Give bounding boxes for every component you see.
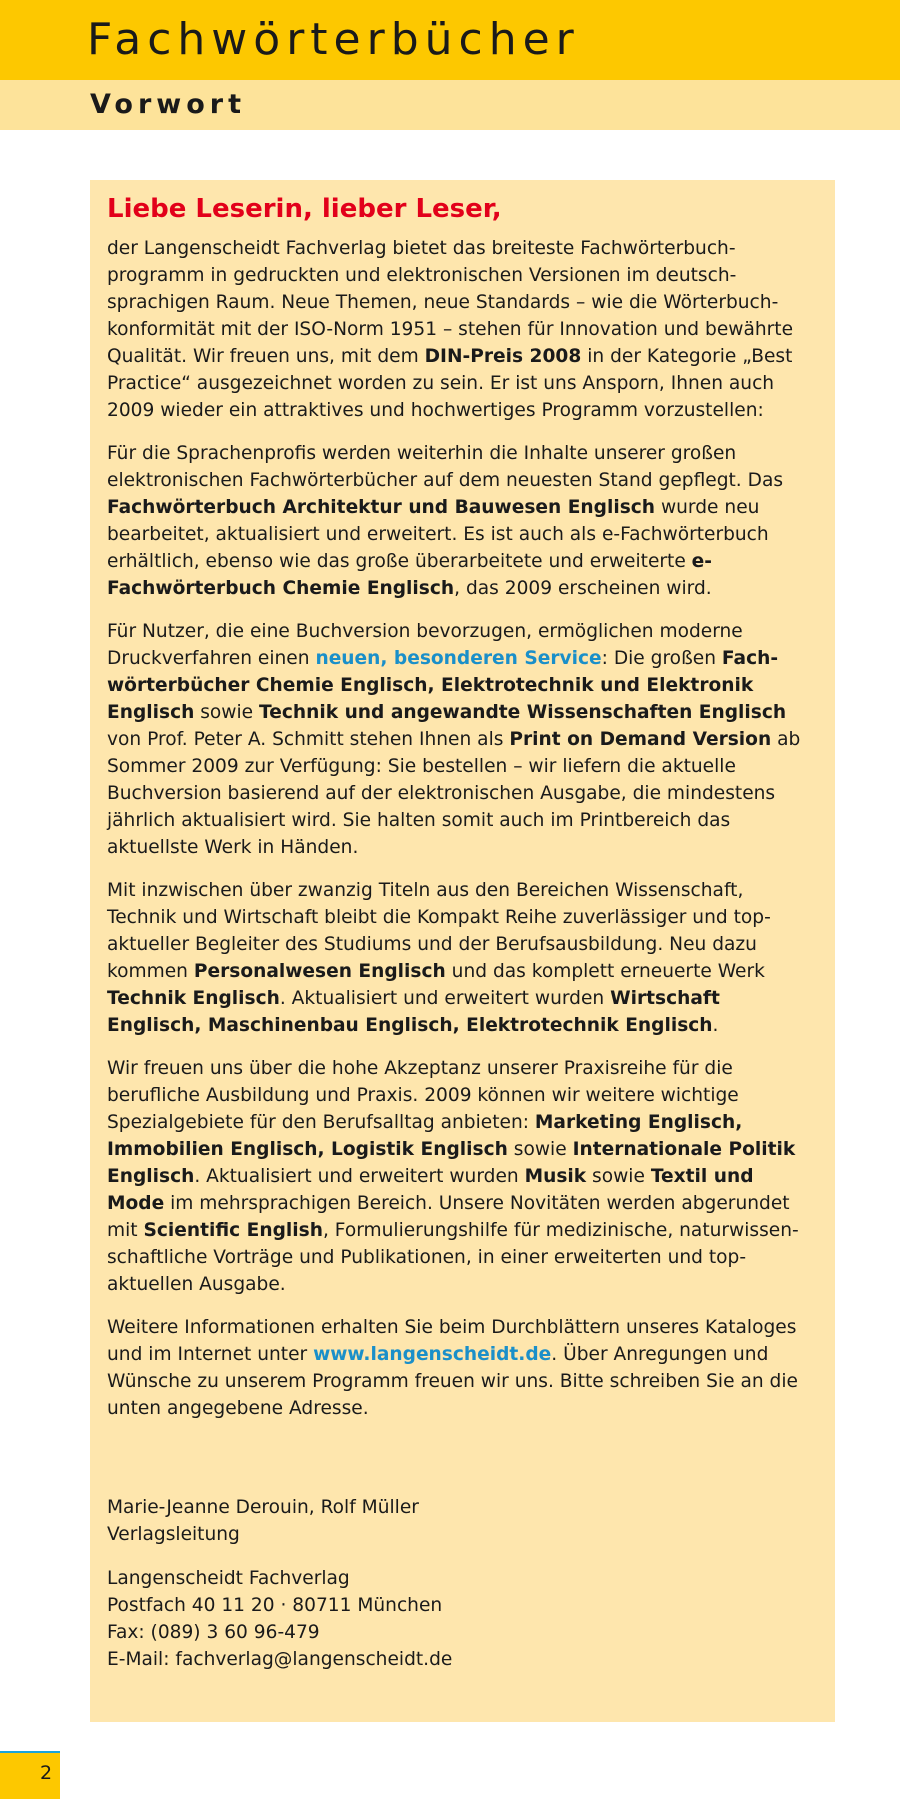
text-run: . Aktualisiert und erweitert wurden [279,987,611,1009]
text-run: . Über Anregungen und Wünsche zu unserem Programm freuen wir uns. Bitte schreiben Sie an die unten angegebene Adresse. [107,1343,798,1419]
bold-run: Wirtschaft Englisch, Maschinenbau Englisch, Elektrotechnik Englisch [107,987,720,1036]
paragraph-5 [107,1055,817,1298]
signatory-role: Verlagsleitung [107,1523,240,1545]
bold-run: Personalwesen Englisch [193,960,446,982]
text-run: , das 2009 erscheinen wird. [454,577,712,599]
text-run: der Langenscheidt Fachverlag bietet das breiteste Fachwörterbuchprogramm in gedruckten und elektronischen Versionen im deutschsprachigen Raum. Neue Themen, neue Standards – wie die Wörterbuchkonformität mit der ISO-Norm 1951 – stehen für Innovation und bewährte Qualität. Wir freuen uns, mit dem [107,237,794,367]
text-run: und das komplett erneuerte Werk [445,960,765,982]
bold-run: e-Fachwörterbuch Chemie Englisch [107,550,712,599]
text-run: in der Kategorie „Best Practice“ ausgezeichnet worden zu sein. Er ist uns Ansporn, Ihnen auch 2009 wieder ein attraktives und hochwertiges Programm vorzustellen: [107,345,793,421]
text-run: Wir freuen uns über die hohe Akzeptanz unserer Praxisreihe für die berufliche Ausbildung und Praxis. 2009 können wir weitere wichtige Spezialgebiete für den Berufsalltag anbieten: [107,1057,739,1133]
bold-run: Technik Englisch [107,987,280,1009]
email-address: E-Mail: fachverlag@langenscheidt.de [107,1648,453,1670]
bold-run: Fachwörterbuch Architektur und Bauwesen Englisch [107,496,656,518]
signatory-names: Marie-Jeanne Derouin, Rolf Müller [107,1496,419,1518]
text-run: von Prof. Peter A. Schmitt stehen Ihnen als [107,728,510,750]
text-run: Für Nutzer, die eine Buchversion bevorzugen, ermöglichen moderne Druckverfahren einen [107,620,743,669]
paragraph-3 [107,618,817,861]
paragraph-1 [107,235,817,424]
text-run: sowie [586,1165,651,1187]
text-run: Für die Sprachenprofis werden weiterhin die Inhalte unserer großen elektronischen Fachwörterbücher auf dem neuesten Stand gepflegt. Das [107,442,784,491]
bold-run: Print on Demand Version [509,728,772,750]
bold-run: Textil und Mode [107,1165,754,1214]
paragraph-4 [107,877,817,1039]
page-title: Fachwörterbücher [87,14,580,65]
text-run: , Formulierungshilfe für medizinische, naturwissenschaftliche Vorträge und Publikationen, in einer erweiterten und topaktuellen Ausgabe. [107,1219,799,1295]
section-title: Vorwort [90,89,246,120]
foreword-box [90,180,835,1722]
text-run: sowie [507,1138,573,1160]
paragraph-6 [107,1314,817,1422]
bold-run: Marketing Englisch, Immobilien Englisch, Logistik Englisch [107,1111,743,1160]
text-run: : Die großen [601,647,722,669]
service-link[interactable]: neuen, besonderen Service [315,647,602,669]
bold-run: Musik [524,1165,587,1187]
bold-run: Scientific English [143,1219,323,1241]
text-run: ab Sommer 2009 zur Verfügung: Sie bestellen – wir liefern die aktuelle Buchversion basierend auf der elektronischen Ausgabe, die mindestens jährlich aktualisiert wird. Sie halten somit auch im Printbereich das aktuellste Werk in Händen. [107,728,801,858]
postal-address: Postfach 40 11 20 · 80711 München [107,1594,443,1616]
bold-run: DIN-Preis 2008 [424,345,582,367]
greeting: Liebe Leserin, lieber Leser, [107,194,502,224]
company-name: Langenscheidt Fachverlag [107,1567,350,1589]
bold-run: Technik und angewandte Wissenschaften Englisch [259,701,787,723]
fax-number: Fax: (089) 3 60 96-479 [107,1621,320,1643]
text-run: . [712,1014,719,1036]
text-run: sowie [194,701,260,723]
text-run: Weitere Informationen erhalten Sie beim Durchblättern unseres Kataloges und im Internet unter [107,1316,797,1365]
signature-block [107,1494,817,1548]
bold-run: Internationale Politik Englisch [107,1138,796,1187]
text-run: im mehrsprachigen Bereich. Unsere Novitäten werden abgerundet mit [107,1192,790,1241]
website-link[interactable]: www.langenscheidt.de [313,1343,552,1365]
text-run: . Aktualisiert und erweitert wurden [194,1165,525,1187]
text-run: Mit inzwischen über zwanzig Titeln aus den Bereichen Wissenschaft, Technik und Wirtschaft bleibt die Kompakt Reihe zuverlässiger und topaktueller Begleiter des Studiums und der Berufsausbildung. Neu dazu kommen [107,879,771,982]
page-number: 2 [40,1762,53,1784]
text-run: wurde neu bearbeitet, aktualisiert und erweitert. Es ist auch als e-Fachwörterbuch erhältlich, ebenso wie das große überarbeitete und erweiterte [107,496,769,572]
paragraph-2 [107,440,817,602]
bold-run: Fachwörterbücher Chemie Englisch, Elektrotechnik und Elektronik Englisch [107,647,779,723]
address-block [107,1565,817,1673]
